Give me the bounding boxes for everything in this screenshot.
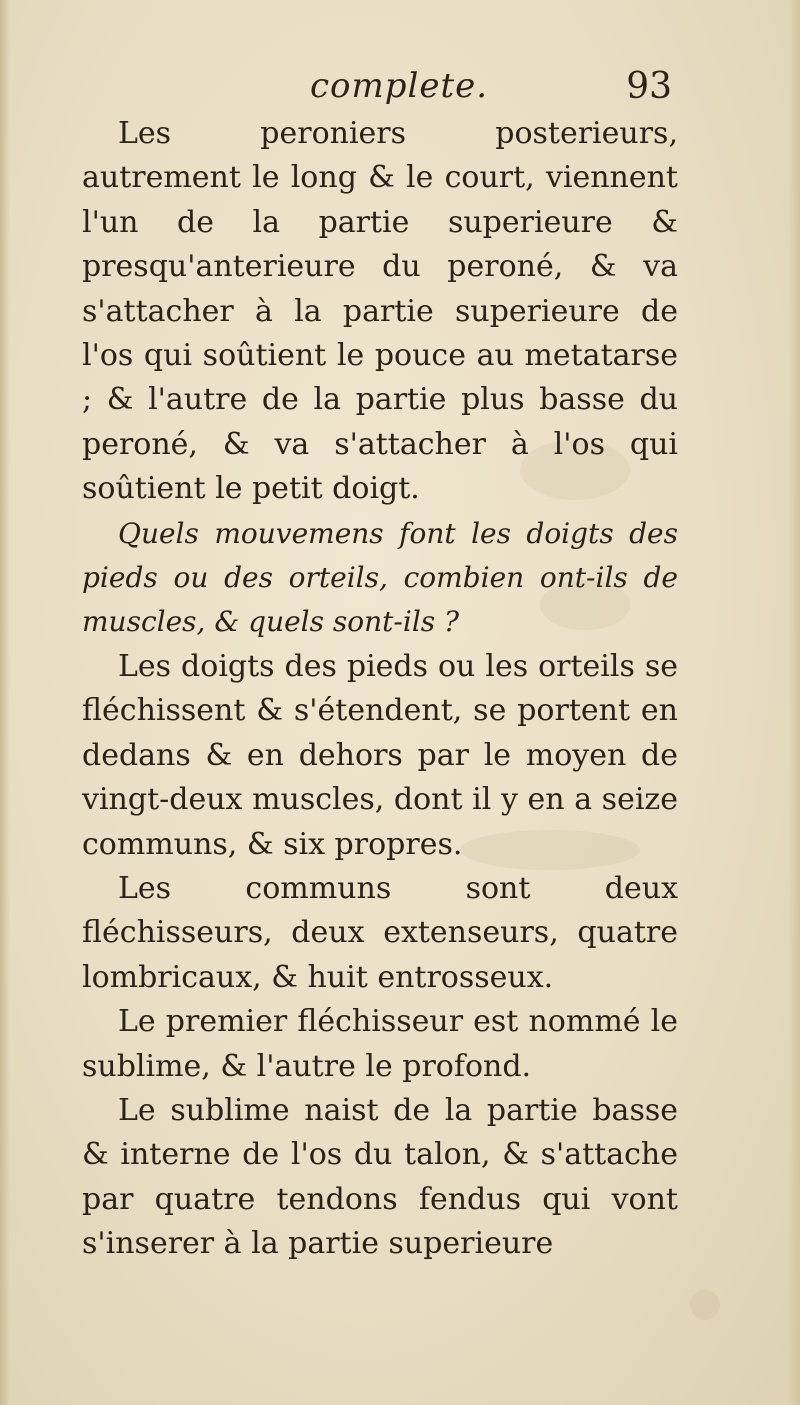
body-text — [82, 112, 678, 1267]
paragraph: Le sublime naist de la partie basse & interne de l'os du talon, & s'attache par quatre tendons fendus qui vont s'inserer à la partie superieure — [82, 1092, 678, 1262]
page-header — [82, 66, 682, 116]
paragraph: Le premier fléchisseur est nommé le sublime, & l'autre le profond. — [82, 1004, 678, 1084]
paragraph: Les communs sont deux fléchisseurs, deux extenseurs, quatre lombricaux, & huit entrosseux. — [82, 870, 678, 995]
paragraph: Les doigts des pieds ou les orteils se fléchissent & s'étendent, se portent en dedans & en dehors par le moyen de vingt-deux muscles, dont il y en a seize communs, & six propres. — [82, 648, 678, 862]
page-edge-shadow — [0, 0, 10, 1405]
page-edge-shadow — [788, 0, 800, 1405]
page-number: 93 — [626, 66, 672, 107]
question-paragraph: Quels mouvemens font les doigts des pieds ou des orteils, combien ont-ils de muscles, & quels sont-ils ? — [82, 516, 678, 639]
paper-stain — [690, 1290, 720, 1320]
paragraph: Les peroniers posterieurs, autrement le long & le court, viennent l'un de la partie superieure & presqu'anterieure du peroné, & va s'attacher à la partie superieure de l'os qui soûtient le pouce au metatarse ; & l'autre de la partie plus basse du peroné, & va s'attacher à l'os qui soûtient le petit doigt. — [82, 116, 678, 507]
running-head: complete. — [310, 66, 489, 106]
